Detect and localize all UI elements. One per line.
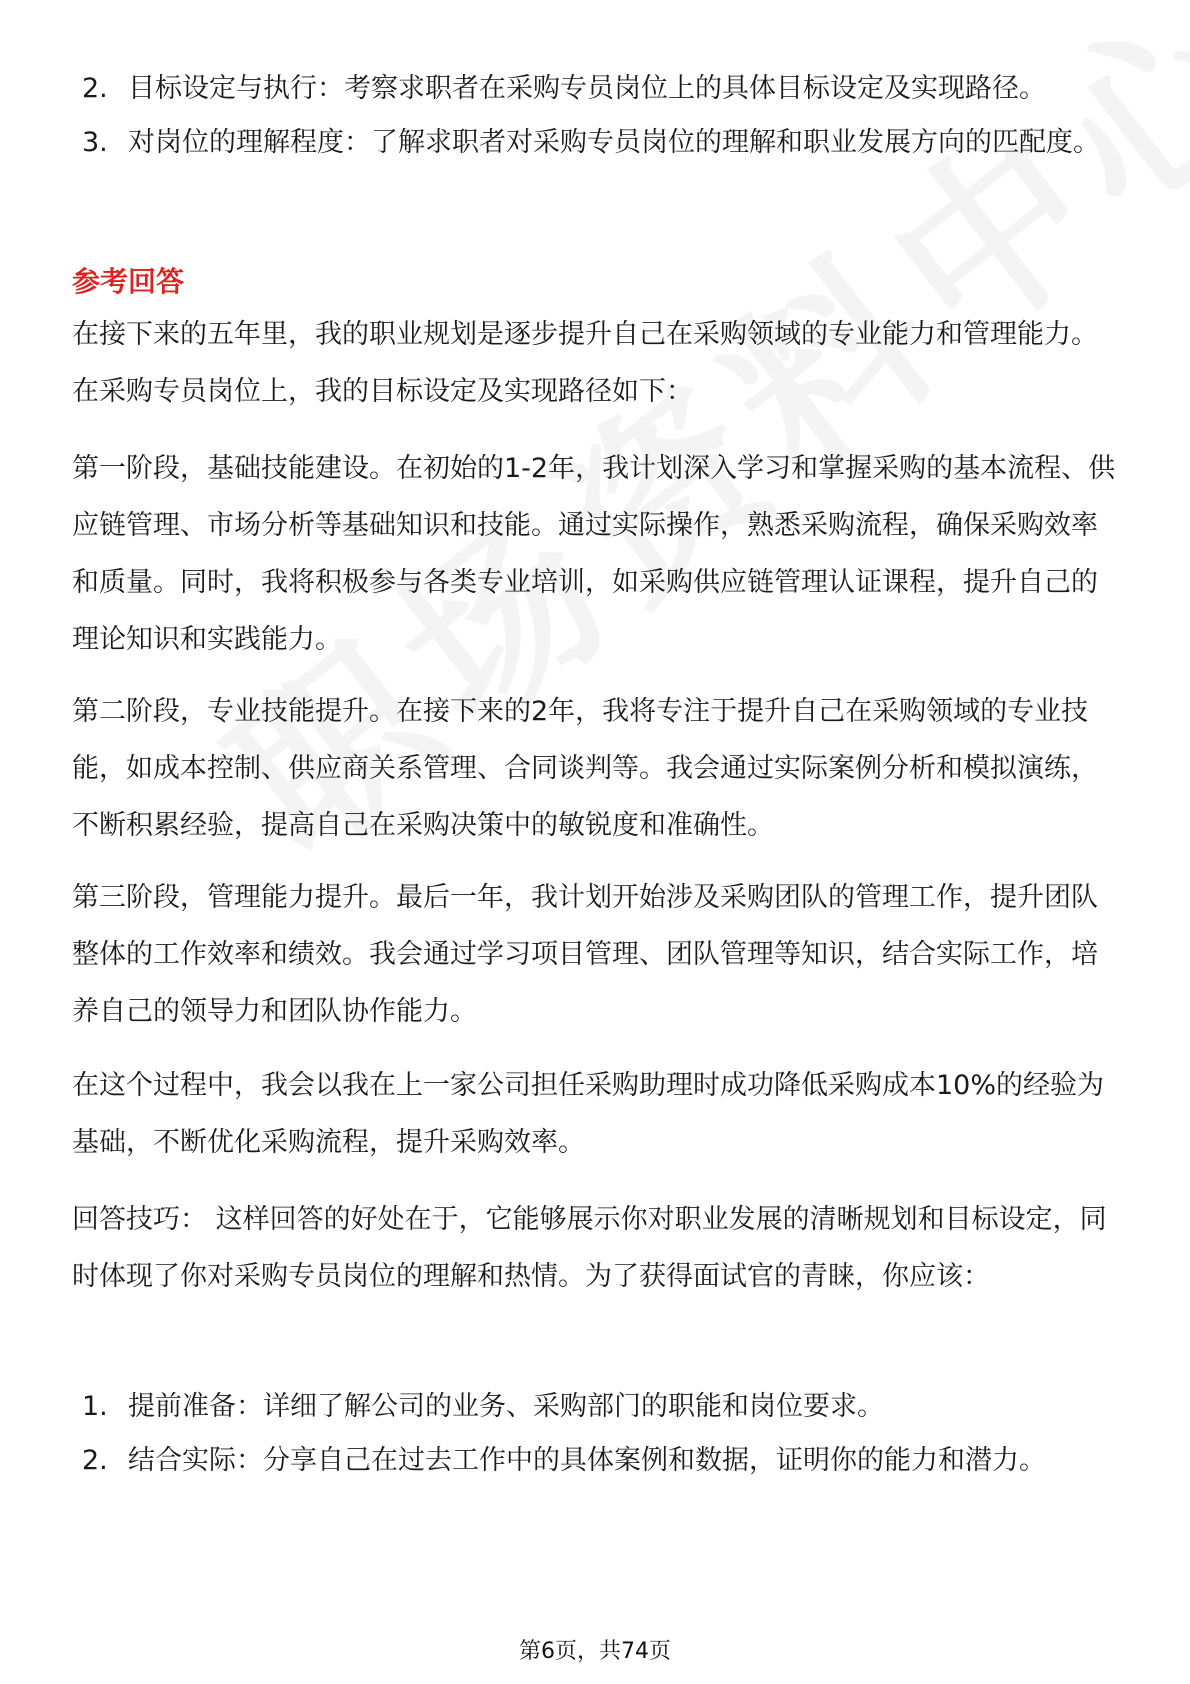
list-number: 3. <box>82 127 108 158</box>
list-number: 2. <box>82 1445 108 1476</box>
list-text: 对岗位的理解程度：了解求职者对采购专员岗位的理解和职业发展方向的匹配度。 <box>128 127 1100 158</box>
list-number: 2. <box>82 73 108 104</box>
paragraph-experience: 在这个过程中，我会以我在上一家公司担任采购助理时成功降低采购成本10%的经验为基础，不断优化采购流程，提升采购效率。 <box>72 1070 1105 1158</box>
list-text: 提前准备：详细了解公司的业务、采购部门的职能和岗位要求。 <box>128 1391 884 1422</box>
paragraph-answer-tips: 回答技巧： 这样回答的好处在于，它能够展示你对职业发展的清晰规划和目标设定，同时体现了你对采购专员岗位的理解和热情。为了获得面试官的青睐，你应该： <box>72 1204 1107 1292</box>
section-heading: 参考回答 <box>72 265 185 298</box>
paragraph-intro: 在接下来的五年里，我的职业规划是逐步提升自己在采购领域的专业能力和管理能力。在采购专员岗位上，我的目标设定及实现路径如下： <box>72 319 1098 407</box>
paragraph-stage-one: 第一阶段，基础技能建设。在初始的1-2年，我计划深入学习和掌握采购的基本流程、供应链管理、市场分析等基础知识和技能。通过实际操作，熟悉采购流程，确保采购效率和质量。同时，我将积极参与各类专业培训，如采购供应链管理认证课程，提升自己的理论知识和实践能力。 <box>72 453 1116 655</box>
page-footer: 第6页，共74页 <box>519 1639 671 1664</box>
list-text: 结合实际：分享自己在过去工作中的具体案例和数据，证明你的能力和潜力。 <box>128 1445 1046 1476</box>
paragraph-stage-two: 第二阶段，专业技能提升。在接下来的2年，我将专注于提升自己在采购领域的专业技能，如成本控制、供应商关系管理、合同谈判等。我会通过实际案例分析和模拟演练，不断积累经验，提高自己在采购决策中的敏锐度和准确性。 <box>72 696 1098 841</box>
paragraph-stage-three: 第三阶段，管理能力提升。最后一年，我计划开始涉及采购团队的管理工作，提升团队整体的工作效率和绩效。我会通过学习项目管理、团队管理等知识，结合实际工作，培养自己的领导力和团队协作能力。 <box>72 882 1098 1027</box>
list-number: 1. <box>82 1391 108 1422</box>
list-text: 目标设定与执行：考察求职者在采购专员岗位上的具体目标设定及实现路径。 <box>128 73 1046 104</box>
